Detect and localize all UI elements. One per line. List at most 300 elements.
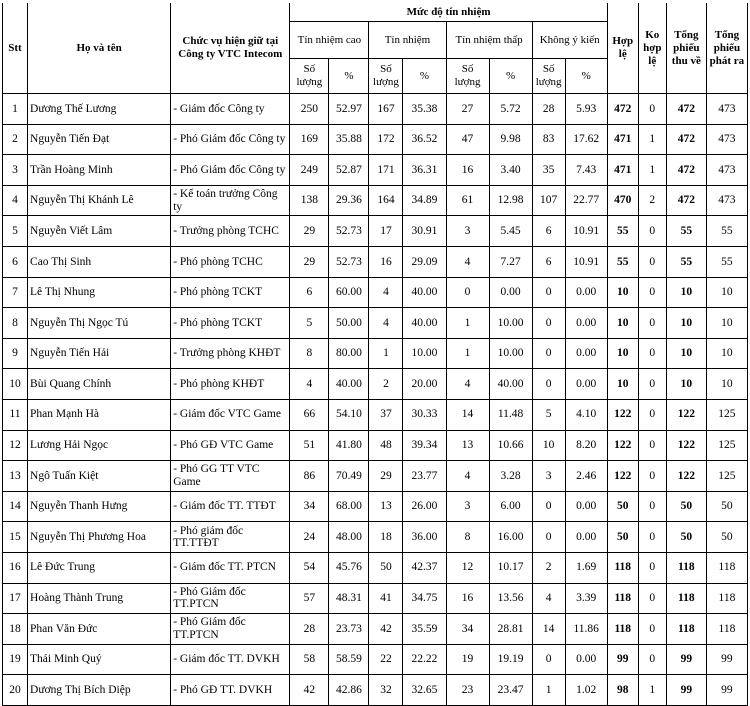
issued-count: 125 — [706, 430, 747, 461]
position-cell: - Phó giám đốc TT.TTĐT — [171, 522, 290, 553]
returned-count: 118 — [666, 614, 706, 645]
person-name: Lương Hải Ngọc — [28, 430, 171, 461]
trust-percent: 40.00 — [403, 308, 446, 339]
low-count: 3 — [446, 216, 489, 247]
high-percent: 50.00 — [329, 308, 369, 339]
low-percent: 6.00 — [489, 491, 532, 522]
no-opinion-count: 0 — [532, 369, 565, 400]
no-opinion-percent: 17.62 — [565, 124, 607, 155]
high-percent: 52.87 — [329, 155, 369, 186]
issued-count: 55 — [706, 246, 747, 277]
row-number: 10 — [3, 369, 28, 400]
position-cell: - Giám đốc TT. TTĐT — [171, 491, 290, 522]
row-number: 9 — [3, 338, 28, 369]
returned-count: 122 — [666, 399, 706, 430]
issued-count: 473 — [706, 185, 747, 216]
low-count: 13 — [446, 430, 489, 461]
no-opinion-count: 0 — [532, 338, 565, 369]
low-percent: 28.81 — [489, 614, 532, 645]
returned-count: 472 — [666, 94, 706, 125]
issued-header: Tổng phiếu phát ra — [706, 3, 747, 94]
trust-percent: 42.37 — [403, 552, 446, 583]
high-count: 4 — [290, 369, 329, 400]
no-opinion-percent: 0.00 — [565, 644, 607, 675]
low-percent: 0.00 — [489, 277, 532, 308]
no-opinion-count: 0 — [532, 644, 565, 675]
no-opinion-percent: 0.00 — [565, 522, 607, 553]
trust-percent: 30.91 — [403, 216, 446, 247]
trust-count: 164 — [369, 185, 403, 216]
table-row — [3, 246, 748, 277]
returned-count: 10 — [666, 369, 706, 400]
trust-percent: 35.59 — [403, 614, 446, 645]
row-number: 14 — [3, 491, 28, 522]
row-number: 17 — [3, 583, 28, 614]
high-count: 51 — [290, 430, 329, 461]
count-header: Số lượng — [532, 59, 565, 94]
issued-count: 50 — [706, 491, 747, 522]
valid-count: 122 — [607, 399, 638, 430]
row-number: 6 — [3, 246, 28, 277]
high-percent: 45.76 — [329, 552, 369, 583]
issued-count: 10 — [706, 338, 747, 369]
no-opinion-count: 28 — [532, 94, 565, 125]
no-opinion-percent: 22.77 — [565, 185, 607, 216]
trust-count: 4 — [369, 277, 403, 308]
low-count: 34 — [446, 614, 489, 645]
position-cell: - Phó phòng TCHC — [171, 246, 290, 277]
low-count: 47 — [446, 124, 489, 155]
low-percent: 3.40 — [489, 155, 532, 186]
person-name: Trần Hoàng Minh — [28, 155, 171, 186]
trust-count: 22 — [369, 644, 403, 675]
table-row — [3, 491, 748, 522]
high-percent: 40.00 — [329, 369, 369, 400]
table-row — [3, 675, 748, 706]
vote-results-table — [2, 2, 748, 706]
trust-percent: 36.31 — [403, 155, 446, 186]
low-percent: 11.48 — [489, 399, 532, 430]
position-cell: - Giám đốc Công ty — [171, 94, 290, 125]
no-opinion-count: 14 — [532, 614, 565, 645]
invalid-count: 1 — [638, 155, 666, 186]
row-number: 18 — [3, 614, 28, 645]
row-number: 19 — [3, 644, 28, 675]
high-percent: 54.10 — [329, 399, 369, 430]
table-row — [3, 124, 748, 155]
returned-count: 118 — [666, 552, 706, 583]
low-percent: 5.45 — [489, 216, 532, 247]
person-name: Lê Đức Trung — [28, 552, 171, 583]
returned-count: 50 — [666, 522, 706, 553]
no-opinion-header: Không ý kiến — [532, 22, 607, 59]
low-percent: 23.47 — [489, 675, 532, 706]
trust-count: 2 — [369, 369, 403, 400]
row-number: 11 — [3, 399, 28, 430]
valid-count: 50 — [607, 522, 638, 553]
low-trust-header: Tín nhiệm thấp — [446, 22, 532, 59]
table-row — [3, 216, 748, 247]
low-count: 1 — [446, 338, 489, 369]
no-opinion-count: 6 — [532, 246, 565, 277]
person-name: Thái Minh Quý — [28, 644, 171, 675]
person-name: Nguyễn Tiến Đạt — [28, 124, 171, 155]
trust-count: 50 — [369, 552, 403, 583]
invalid-header: Ko hợp lệ — [638, 3, 666, 94]
person-name: Phan Văn Đức — [28, 614, 171, 645]
valid-count: 122 — [607, 461, 638, 492]
invalid-count: 0 — [638, 277, 666, 308]
position-cell: - Phó Giám đốc Công ty — [171, 155, 290, 186]
low-count: 4 — [446, 461, 489, 492]
low-percent: 5.72 — [489, 94, 532, 125]
row-number: 20 — [3, 675, 28, 706]
position-cell: - Giám đốc VTC Game — [171, 399, 290, 430]
valid-count: 471 — [607, 155, 638, 186]
no-opinion-percent: 10.91 — [565, 216, 607, 247]
trust-level-header: Mức độ tín nhiệm — [290, 3, 607, 22]
low-count: 16 — [446, 583, 489, 614]
high-percent: 70.49 — [329, 461, 369, 492]
trust-count: 13 — [369, 491, 403, 522]
trust-count: 41 — [369, 583, 403, 614]
low-count: 8 — [446, 522, 489, 553]
position-header: Chức vụ hiện giữ tại Công ty VTC Intecom — [171, 3, 290, 94]
trust-count: 18 — [369, 522, 403, 553]
low-count: 19 — [446, 644, 489, 675]
position-cell: - Giám đốc TT. DVKH — [171, 644, 290, 675]
count-header: Số lượng — [369, 59, 403, 94]
stt-header: Stt — [3, 3, 28, 94]
valid-count: 471 — [607, 124, 638, 155]
person-name: Dương Thế Lương — [28, 94, 171, 125]
low-count: 16 — [446, 155, 489, 186]
returned-count: 50 — [666, 491, 706, 522]
valid-count: 10 — [607, 338, 638, 369]
high-count: 57 — [290, 583, 329, 614]
valid-count: 118 — [607, 614, 638, 645]
position-cell: - Trưởng phòng TCHC — [171, 216, 290, 247]
valid-count: 99 — [607, 644, 638, 675]
valid-count: 122 — [607, 430, 638, 461]
trust-count: 32 — [369, 675, 403, 706]
position-cell: - Phó Giám đốc TT.PTCN — [171, 614, 290, 645]
position-cell: - Kế toán trưởng Công ty — [171, 185, 290, 216]
invalid-count: 0 — [638, 583, 666, 614]
high-count: 28 — [290, 614, 329, 645]
returned-count: 122 — [666, 461, 706, 492]
valid-count: 118 — [607, 552, 638, 583]
valid-count: 55 — [607, 216, 638, 247]
invalid-count: 0 — [638, 246, 666, 277]
high-count: 54 — [290, 552, 329, 583]
high-count: 29 — [290, 246, 329, 277]
trust-percent: 36.00 — [403, 522, 446, 553]
no-opinion-percent: 5.93 — [565, 94, 607, 125]
high-percent: 58.59 — [329, 644, 369, 675]
low-percent: 3.28 — [489, 461, 532, 492]
invalid-count: 0 — [638, 338, 666, 369]
issued-count: 10 — [706, 277, 747, 308]
table-row — [3, 308, 748, 339]
issued-count: 55 — [706, 216, 747, 247]
invalid-count: 0 — [638, 216, 666, 247]
no-opinion-count: 10 — [532, 430, 565, 461]
low-percent: 7.27 — [489, 246, 532, 277]
person-name: Dương Thị Bích Diệp — [28, 675, 171, 706]
row-number: 8 — [3, 308, 28, 339]
low-percent: 10.66 — [489, 430, 532, 461]
trust-percent: 20.00 — [403, 369, 446, 400]
no-opinion-count: 1 — [532, 675, 565, 706]
position-cell: - Phó phòng KHĐT — [171, 369, 290, 400]
trust-percent: 32.65 — [403, 675, 446, 706]
no-opinion-percent: 0.00 — [565, 277, 607, 308]
position-cell: - Phó GĐ TT. DVKH — [171, 675, 290, 706]
low-count: 61 — [446, 185, 489, 216]
person-name: Lê Thị Nhung — [28, 277, 171, 308]
low-percent: 12.98 — [489, 185, 532, 216]
row-number: 4 — [3, 185, 28, 216]
valid-count: 470 — [607, 185, 638, 216]
issued-count: 118 — [706, 552, 747, 583]
no-opinion-count: 0 — [532, 491, 565, 522]
trust-count: 167 — [369, 94, 403, 125]
row-number: 3 — [3, 155, 28, 186]
person-name: Nguyễn Viết Lâm — [28, 216, 171, 247]
no-opinion-percent: 1.69 — [565, 552, 607, 583]
name-header: Họ và tên — [28, 3, 171, 94]
valid-count: 118 — [607, 583, 638, 614]
issued-count: 99 — [706, 644, 747, 675]
table-row — [3, 522, 748, 553]
valid-count: 55 — [607, 246, 638, 277]
high-count: 250 — [290, 94, 329, 125]
returned-count: 122 — [666, 430, 706, 461]
person-name: Ngô Tuấn Kiệt — [28, 461, 171, 492]
high-percent: 68.00 — [329, 491, 369, 522]
valid-count: 10 — [607, 369, 638, 400]
invalid-count: 0 — [638, 399, 666, 430]
no-opinion-count: 5 — [532, 399, 565, 430]
trust-percent: 30.33 — [403, 399, 446, 430]
trust-count: 29 — [369, 461, 403, 492]
invalid-count: 0 — [638, 308, 666, 339]
high-count: 249 — [290, 155, 329, 186]
row-number: 12 — [3, 430, 28, 461]
high-count: 34 — [290, 491, 329, 522]
issued-count: 50 — [706, 522, 747, 553]
trust-count: 48 — [369, 430, 403, 461]
trust-percent: 34.89 — [403, 185, 446, 216]
invalid-count: 0 — [638, 94, 666, 125]
no-opinion-count: 83 — [532, 124, 565, 155]
no-opinion-percent: 3.39 — [565, 583, 607, 614]
no-opinion-count: 3 — [532, 461, 565, 492]
trust-percent: 34.75 — [403, 583, 446, 614]
table-row — [3, 94, 748, 125]
no-opinion-percent: 0.00 — [565, 338, 607, 369]
table-body — [3, 94, 748, 706]
trust-percent: 40.00 — [403, 277, 446, 308]
no-opinion-percent: 10.91 — [565, 246, 607, 277]
low-count: 4 — [446, 369, 489, 400]
low-count: 0 — [446, 277, 489, 308]
no-opinion-count: 35 — [532, 155, 565, 186]
high-count: 29 — [290, 216, 329, 247]
high-percent: 52.97 — [329, 94, 369, 125]
header-row-1 — [3, 3, 748, 22]
percent-header: % — [489, 59, 532, 94]
table-row — [3, 430, 748, 461]
person-name: Phan Mạnh Hà — [28, 399, 171, 430]
table-row — [3, 583, 748, 614]
low-count: 14 — [446, 399, 489, 430]
high-count: 42 — [290, 675, 329, 706]
invalid-count: 0 — [638, 491, 666, 522]
position-cell: - Phó phòng TCKT — [171, 308, 290, 339]
high-count: 24 — [290, 522, 329, 553]
high-percent: 52.73 — [329, 246, 369, 277]
table-row — [3, 185, 748, 216]
high-count: 86 — [290, 461, 329, 492]
row-number: 15 — [3, 522, 28, 553]
position-cell: - Phó phòng TCKT — [171, 277, 290, 308]
high-trust-header: Tín nhiệm cao — [290, 22, 369, 59]
returned-header: Tổng phiếu thu về — [666, 3, 706, 94]
invalid-count: 0 — [638, 430, 666, 461]
issued-count: 10 — [706, 369, 747, 400]
invalid-count: 2 — [638, 185, 666, 216]
table-row — [3, 399, 748, 430]
row-number: 2 — [3, 124, 28, 155]
high-percent: 80.00 — [329, 338, 369, 369]
no-opinion-percent: 1.02 — [565, 675, 607, 706]
trust-count: 16 — [369, 246, 403, 277]
invalid-count: 1 — [638, 124, 666, 155]
high-percent: 41.80 — [329, 430, 369, 461]
returned-count: 472 — [666, 124, 706, 155]
person-name: Bùi Quang Chính — [28, 369, 171, 400]
trust-percent: 10.00 — [403, 338, 446, 369]
invalid-count: 0 — [638, 552, 666, 583]
no-opinion-count: 0 — [532, 308, 565, 339]
trust-percent: 36.52 — [403, 124, 446, 155]
low-count: 3 — [446, 491, 489, 522]
table-row — [3, 614, 748, 645]
valid-count: 50 — [607, 491, 638, 522]
low-percent: 13.56 — [489, 583, 532, 614]
no-opinion-percent: 0.00 — [565, 308, 607, 339]
trust-percent: 22.22 — [403, 644, 446, 675]
person-name: Nguyễn Thanh Hưng — [28, 491, 171, 522]
low-percent: 40.00 — [489, 369, 532, 400]
trust-count: 172 — [369, 124, 403, 155]
issued-count: 99 — [706, 675, 747, 706]
low-count: 4 — [446, 246, 489, 277]
trust-count: 17 — [369, 216, 403, 247]
invalid-count: 0 — [638, 614, 666, 645]
percent-header: % — [329, 59, 369, 94]
high-percent: 29.36 — [329, 185, 369, 216]
no-opinion-count: 107 — [532, 185, 565, 216]
invalid-count: 0 — [638, 461, 666, 492]
low-percent: 16.00 — [489, 522, 532, 553]
issued-count: 125 — [706, 399, 747, 430]
percent-header: % — [565, 59, 607, 94]
returned-count: 55 — [666, 246, 706, 277]
invalid-count: 0 — [638, 644, 666, 675]
no-opinion-count: 6 — [532, 216, 565, 247]
no-opinion-count: 4 — [532, 583, 565, 614]
returned-count: 55 — [666, 216, 706, 247]
trust-percent: 26.00 — [403, 491, 446, 522]
person-name: Nguyễn Thị Ngọc Tú — [28, 308, 171, 339]
table-row — [3, 369, 748, 400]
issued-count: 473 — [706, 124, 747, 155]
issued-count: 118 — [706, 614, 747, 645]
trust-percent: 29.09 — [403, 246, 446, 277]
position-cell: - Trưởng phòng KHĐT — [171, 338, 290, 369]
high-count: 6 — [290, 277, 329, 308]
row-number: 13 — [3, 461, 28, 492]
table-row — [3, 155, 748, 186]
person-name: Nguyễn Tiến Hải — [28, 338, 171, 369]
high-count: 66 — [290, 399, 329, 430]
no-opinion-percent: 11.86 — [565, 614, 607, 645]
high-percent: 52.73 — [329, 216, 369, 247]
high-percent: 60.00 — [329, 277, 369, 308]
person-name: Cao Thị Sinh — [28, 246, 171, 277]
row-number: 1 — [3, 94, 28, 125]
issued-count: 473 — [706, 94, 747, 125]
returned-count: 10 — [666, 308, 706, 339]
high-count: 169 — [290, 124, 329, 155]
invalid-count: 1 — [638, 675, 666, 706]
low-percent: 9.98 — [489, 124, 532, 155]
person-name: Nguyễn Thị Khánh Lê — [28, 185, 171, 216]
table-row — [3, 644, 748, 675]
high-count: 8 — [290, 338, 329, 369]
valid-count: 10 — [607, 277, 638, 308]
high-percent: 48.31 — [329, 583, 369, 614]
table-row — [3, 277, 748, 308]
percent-header: % — [403, 59, 446, 94]
row-number: 5 — [3, 216, 28, 247]
trust-count: 1 — [369, 338, 403, 369]
low-percent: 10.17 — [489, 552, 532, 583]
low-count: 27 — [446, 94, 489, 125]
table-row — [3, 552, 748, 583]
person-name: Nguyễn Thị Phương Hoa — [28, 522, 171, 553]
no-opinion-count: 0 — [532, 522, 565, 553]
top-edge — [0, 0, 750, 3]
low-percent: 19.19 — [489, 644, 532, 675]
valid-count: 98 — [607, 675, 638, 706]
trust-count: 171 — [369, 155, 403, 186]
high-count: 5 — [290, 308, 329, 339]
trust-percent: 23.77 — [403, 461, 446, 492]
trust-percent: 35.38 — [403, 94, 446, 125]
count-header: Số lượng — [290, 59, 329, 94]
issued-count: 118 — [706, 583, 747, 614]
valid-count: 472 — [607, 94, 638, 125]
count-header: Số lượng — [446, 59, 489, 94]
table-row — [3, 338, 748, 369]
high-count: 58 — [290, 644, 329, 675]
row-number: 16 — [3, 552, 28, 583]
trust-count: 4 — [369, 308, 403, 339]
